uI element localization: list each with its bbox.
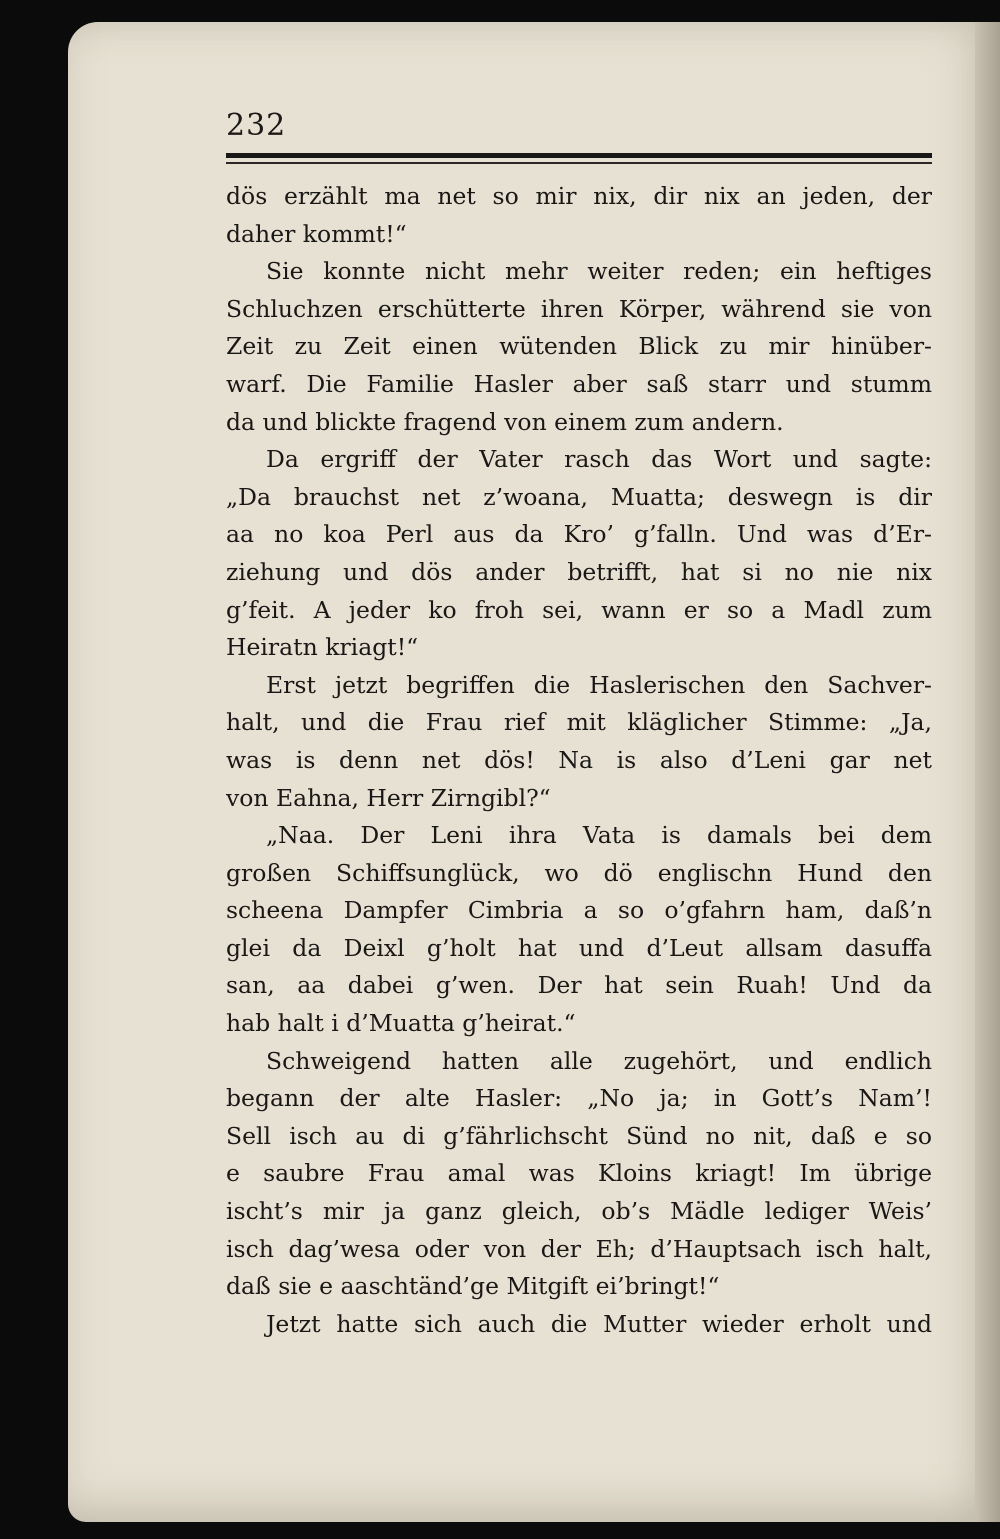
text-line: „Da brauchst net z’woana, Muatta; deswegn is dir xyxy=(226,482,932,511)
text-line: scheena Dampfer Cimbria a so o’gfahrn ham, daß’n xyxy=(226,896,932,925)
text-line: Schweigend hatten alle zugehört, und endlich xyxy=(266,1046,932,1075)
text-line: Jetzt hatte sich auch die Mutter wieder erholt und xyxy=(266,1309,932,1338)
text-line: ziehung und dös ander betrifft, hat si no nie nix xyxy=(226,557,932,586)
text-line: was is denn net dös! Na is also d’Leni gar net xyxy=(226,745,932,774)
body-text xyxy=(226,178,932,1343)
text-line: Heiratn kriagt!“ xyxy=(226,633,419,662)
text-line: „Naa. Der Leni ihra Vata is damals bei dem xyxy=(266,821,932,850)
text-line: Schluchzen erschütterte ihren Körper, während sie von xyxy=(226,294,932,323)
text-line: Sell isch au di g’fährlichscht Sünd no nit, daß e so xyxy=(226,1121,932,1150)
page-number: 232 xyxy=(226,108,287,143)
text-line: g’feit. A jeder ko froh sei, wann er so a Madl zum xyxy=(226,595,932,624)
text-line: aa no koa Perl aus da Kro’ g’falln. Und was d’Er- xyxy=(226,520,932,549)
text-line: isch dag’wesa oder von der Eh; d’Hauptsach isch halt, xyxy=(226,1234,932,1263)
text-line: e saubre Frau amal was Kloins kriagt! Im übrige xyxy=(226,1159,932,1188)
header-rule-thick xyxy=(226,153,932,158)
text-line: da und blickte fragend von einem zum andern. xyxy=(226,407,784,436)
text-line: großen Schiffsunglück, wo dö englischn Hund den xyxy=(226,858,932,887)
text-line: begann der alte Hasler: „No ja; in Gott’s Nam’! xyxy=(226,1084,932,1113)
header-rule-thin xyxy=(226,162,932,164)
text-line: daher kommt!“ xyxy=(226,219,407,248)
text-line: dös erzählt ma net so mir nix, dir nix an jeden, der xyxy=(226,182,932,210)
text-line: Da ergriff der Vater rasch das Wort und sagte: xyxy=(266,445,932,474)
text-line: warf. Die Familie Hasler aber saß starr und stumm xyxy=(226,369,932,398)
text-line: Sie konnte nicht mehr weiter reden; ein heftiges xyxy=(266,257,932,286)
text-line: Erst jetzt begriffen die Haslerischen den Sachver- xyxy=(266,670,932,699)
text-line: Zeit zu Zeit einen wütenden Blick zu mir hinüber- xyxy=(226,332,932,361)
text-line: halt, und die Frau rief mit kläglicher Stimme: „Ja, xyxy=(226,708,932,737)
text-line: ischt’s mir ja ganz gleich, ob’s Mädle lediger Weis’ xyxy=(226,1197,932,1226)
text-line: hab halt i d’Muatta g’heirat.“ xyxy=(226,1009,576,1038)
text-line: von Eahna, Herr Zirngibl?“ xyxy=(226,783,551,812)
text-line: san, aa dabei g’wen. Der hat sein Ruah! Und da xyxy=(226,971,932,1000)
text-line: daß sie e aaschtänd’ge Mitgift ei’bringt!“ xyxy=(226,1272,720,1301)
page-edge xyxy=(975,22,1000,1522)
text-line: glei da Deixl g’holt hat und d’Leut allsam dasuffa xyxy=(226,933,932,962)
